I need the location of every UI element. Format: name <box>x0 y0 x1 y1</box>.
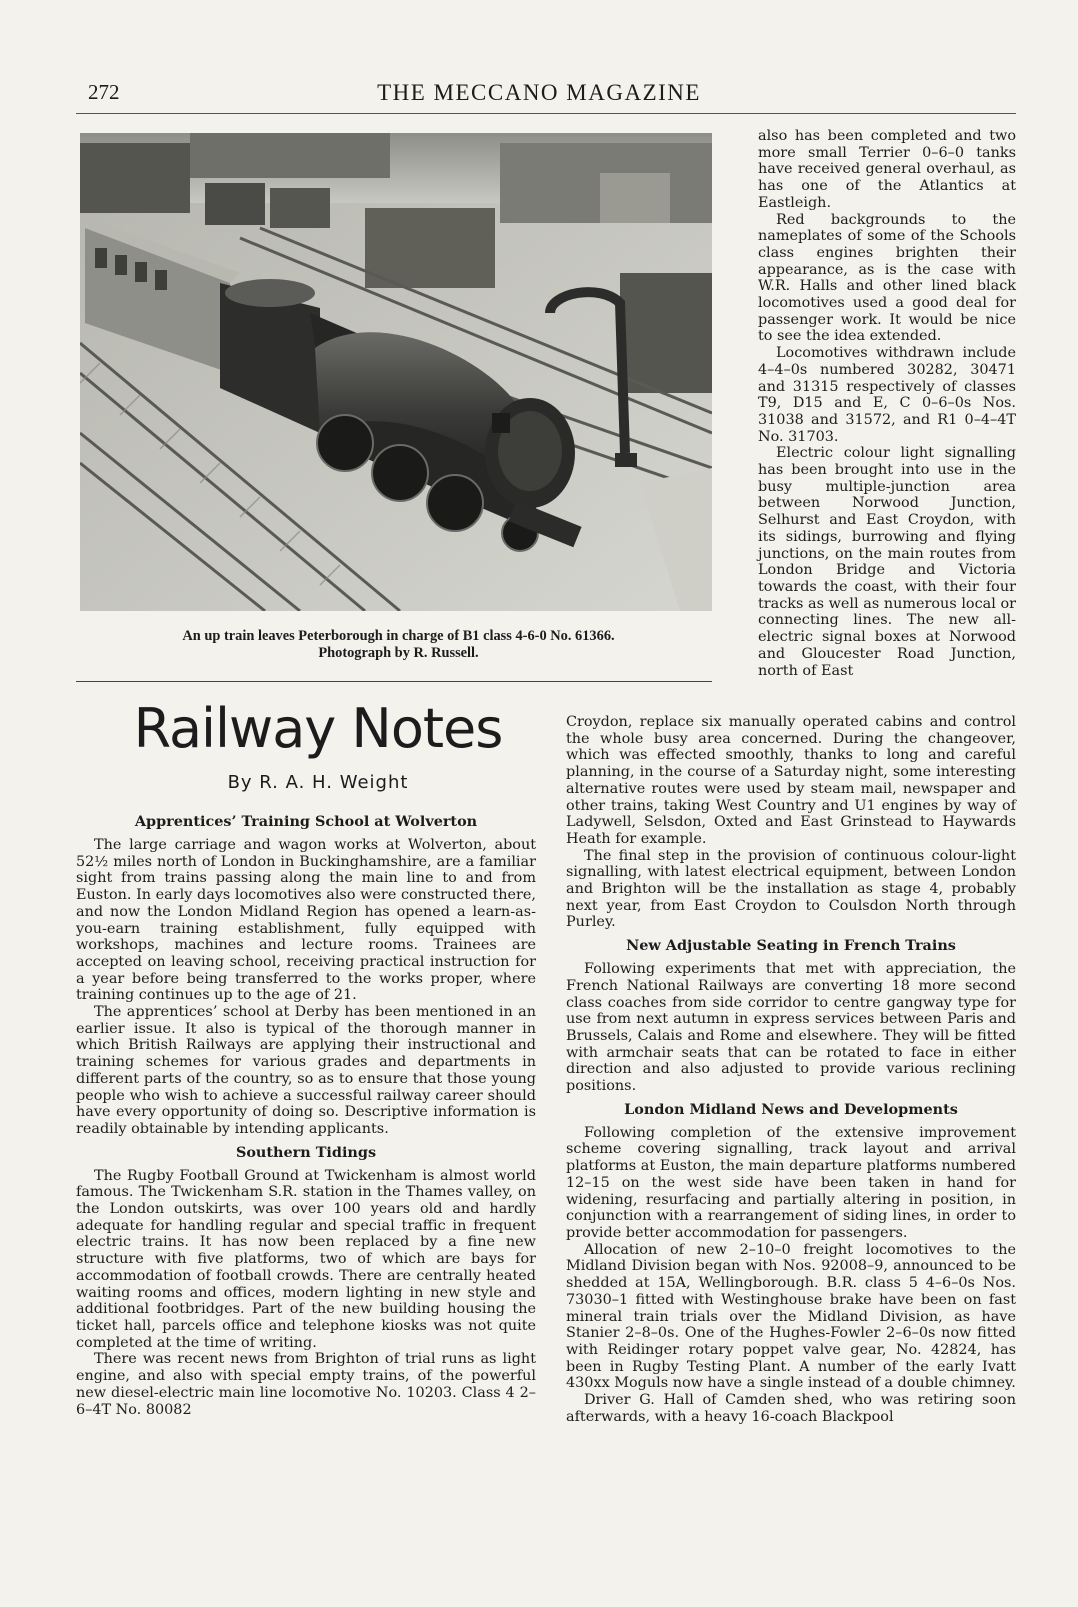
locomotive-photo <box>80 133 712 611</box>
caption-rule <box>76 681 712 682</box>
magazine-title: THE MECCANO MAGAZINE <box>377 80 701 105</box>
left-column <box>76 813 536 1418</box>
paragraph: Croydon, replace six manually operated cabins and control the whole busy area concerned. During the changeover, which was effected smoothly, thanks to long and careful planning, in the course of a Saturday night, some interesting alternative routes were used by steam mail, newspaper and other trains, taking West Country and U1 engines by way of Ladywell, Selsdon, Oxted and East Grinstead to Haywards Heath for example. <box>566 714 1016 847</box>
caption-line-2: Photograph by R. Russell. <box>318 645 479 661</box>
header-rule <box>76 113 1016 114</box>
section-heading: Southern Tidings <box>235 1143 377 1161</box>
page-number: 272 <box>88 80 120 104</box>
right-column-bottom <box>566 714 1016 1425</box>
article-byline: By R. A. H. Weight <box>227 772 409 793</box>
paragraph: The final step in the provision of continuous colour-light signalling, with latest electrical equipment, between London and Brighton will be the installation as stage 4, probably next year, from East Croydon to Coulsdon North through Purley. <box>566 847 1016 931</box>
paragraph: The apprentices’ school at Derby has been mentioned in an earlier issue. It also is typical of the thorough manner in which British Railways are applying their instructional and training schemes for various grades and departments in different parts of the country, so as to ensure that those young people who wish to achieve a successful railway career should have every opportunity of doing so. Descriptive information is readily obtainable by intending applicants. <box>76 1004 536 1137</box>
paragraph: The large carriage and wagon works at Wolverton, about 52½ miles north of London in Buckinghamshire, are a familiar sight from trains passing along the main line to and from Euston. In early days locomotives also were constructed there, and now the London Midland Region has opened a learn-as-you-earn training establishment, fully equipped with workshops, machines and lecture rooms. Trainees are accepted on leaving school, receiving practical instruction for a year before being transferred to the works proper, where training continues up to the age of 21. <box>76 837 536 1004</box>
section-heading: London Midland News and Developments <box>624 1100 958 1118</box>
paragraph: The Rugby Football Ground at Twickenham is almost world famous. The Twickenham S.R. station in the Thames valley, on the London outskirts, was over 100 years old and hardly adequate for handling regular and special traffic in frequent electric trains. It has now been replaced by a fine new structure with five platforms, two of which are bays for accommodation of football crowds. There are centrally heated waiting rooms and offices, modern lighting in new style and additional footbridges. Part of the new building housing the ticket hall, parcels office and telephone kiosks was not quite completed at the time of writing. <box>76 1167 536 1351</box>
article-title: Railway Notes <box>133 697 503 760</box>
paragraph: There was recent news from Brighton of trial runs as light engine, and also with special empty trains, of the powerful new diesel-electric main line locomotive No. 10203. Class 4 2–6–4T No. 80082 <box>76 1351 536 1418</box>
paragraph: Allocation of new 2–10–0 freight locomotives to the Midland Division began with Nos. 92008–9, announced to be shedded at 15A, Wellingborough. B.R. class 5 4–6–0s Nos. 73030–1 fitted with Westinghouse brake have been on fast mineral train trials over the Midland Division, as have Stanier 2–8–0s. One of the Hughes-Fowler 2–6–0s now fitted with Reidinger rotary poppet valve gear, No. 42824, has been in Rugby Testing Plant. A number of the early Ivatt 430xx Moguls now have a single instead of a double chimney. <box>566 1241 1016 1392</box>
paragraph: Electric colour light signalling has been brought into use in the busy multiple-junction area between Norwood Junction, Selhurst and East Croydon, with its sidings, burrowing and flying junctions, on the main routes from London Bridge and Victoria towards the coast, with their four tracks as well as numerous local or connecting lines. The new all-electric signal boxes at Norwood and Gloucester Road Junction, north of East <box>758 445 1016 679</box>
paragraph: Driver G. Hall of Camden shed, who was retiring soon afterwards, with a heavy 16-coach Blackpool <box>566 1392 1016 1425</box>
caption-line-1: An up train leaves Peterborough in charge of B1 class 4-6-0 No. 61366. <box>182 628 615 644</box>
section-heading: Apprentices’ Training School at Wolverton <box>134 813 478 830</box>
photo-caption <box>76 628 721 662</box>
paragraph: Following experiments that met with appreciation, the French National Railways are converting 18 more second class coaches from side corridor to centre gangway type for use from next autumn in express services between Paris and Brussels, Calais and Rome and elsewhere. They will be fitted with armchair seats that can be rotated to face in either direction and also adjusted to provide various reclining positions. <box>566 961 1016 1095</box>
paragraph: Locomotives withdrawn include 4–4–0s numbered 30282, 30471 and 31315 respectively of classes T9, D15 and E, C 0–6–0s Nos. 31038 and 31572, and R1 0–4–4T No. 31703. <box>758 345 1016 445</box>
paragraph: also has been completed and two more small Terrier 0–6–0 tanks have received general overhaul, as has one of the Atlantics at Eastleigh. <box>758 128 1016 211</box>
paragraph: Following completion of the extensive improvement scheme covering signalling, track layout and arrival platforms at Euston, the main departure platforms numbered 12–15 on the west side have been taken in hand for widening, resurfacing and partially altering in position, in conjunction with a rearrangement of siding lines, in order to provide better accommodation for passengers. <box>566 1124 1016 1241</box>
right-column-top <box>758 128 1016 679</box>
section-heading: New Adjustable Seating in French Trains <box>626 937 956 955</box>
steam-locomotive-photo-icon <box>80 133 712 611</box>
paragraph: Red backgrounds to the nameplates of some of the Schools class engines brighten their appearance, as is the case with W.R. Halls and other lined black locomotives used a good deal for passenger work. It would be nice to see the idea extended. <box>758 211 1016 345</box>
